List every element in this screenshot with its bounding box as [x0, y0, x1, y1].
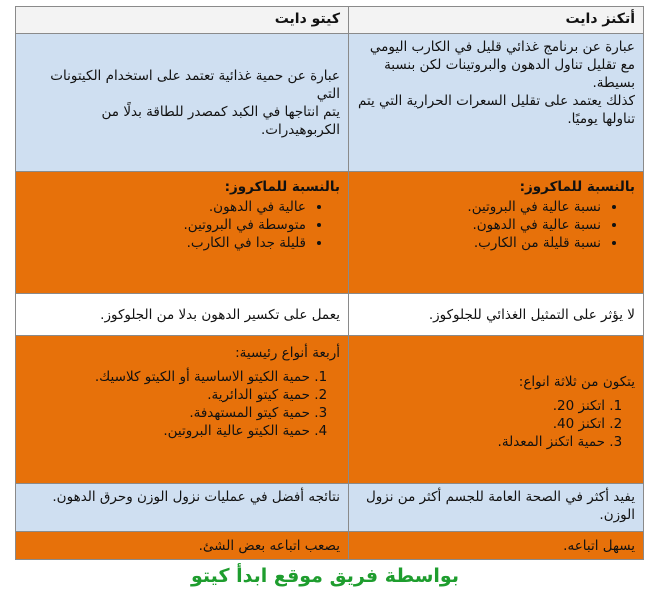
keto-macros-list — [24, 198, 340, 252]
atkins-types-intro: يتكون من ثلاثة انواع: — [518, 373, 635, 390]
keto-definition — [16, 34, 349, 172]
keto-ease: يصعب اتباعه بعض الشئ. — [16, 532, 349, 560]
keto-glucose: يعمل على تكسير الدهون بدلا من الجلوكوز. — [16, 294, 349, 336]
atkins-benefit: يفيد أكثر في الصحة العامة للجسم أكثر من نزول الوزن. — [349, 484, 644, 532]
keto-benefit: نتائجه أفضل في عمليات نزول الوزن وحرق الدهون. — [16, 484, 349, 532]
list-item: • متوسطة في البروتين. — [24, 216, 306, 234]
keto-def-line: عبارة عن حمية غذائية تعتمد على استخدام الكيتونات التي — [50, 67, 340, 102]
list-item: • نسبة عالية في البروتين. — [357, 198, 601, 216]
list-item: • نسبة قليلة من الكارب. — [357, 234, 601, 252]
list-item: 3. حمية كيتو المستهدفة. — [24, 404, 310, 422]
atkins-def-line: عبارة عن برنامج غذائي قليل في الكارب اليومي — [369, 39, 635, 55]
keto-macros — [16, 172, 349, 294]
atkins-glucose: لا يؤثر على التمثيل الغذائي للجلوكوز. — [349, 294, 644, 336]
atkins-ease: يسهل اتباعه. — [349, 532, 644, 560]
header-row — [16, 7, 644, 34]
header-keto: كيتو دايت — [16, 7, 349, 34]
types-row — [16, 336, 644, 484]
keto-types-intro: أربعة أنواع رئيسية: — [235, 345, 340, 361]
keto-def-line: يتم انتاجها في الكبد كمصدر للطاقة بدلًا من الكربوهيدرات. — [101, 103, 340, 138]
atkins-macros-label: بالنسبة للماكروز: — [519, 179, 635, 195]
list-item: 2. حمية كيتو الدائرية. — [24, 386, 310, 404]
comparison-table — [15, 6, 644, 560]
list-item: 3. حمية اتكنز المعدلة. — [357, 433, 605, 451]
atkins-def-line: كذلك يعتمد على تقليل السعرات الحرارية التي يتم تناولها يوميًا. — [357, 93, 635, 127]
list-item: 2. اتكنز 40. — [357, 415, 605, 433]
atkins-macros-list — [357, 198, 635, 252]
keto-types — [16, 336, 349, 484]
atkins-types-list — [357, 397, 635, 451]
list-item: • قليلة جدا في الكارب. — [24, 234, 306, 252]
list-item: 1. حمية الكيتو الاساسية أو الكيتو كلاسيك. — [24, 368, 310, 386]
atkins-macros — [349, 172, 644, 294]
list-item: 4. حمية الكيتو عالية البروتين. — [24, 422, 310, 440]
glucose-row — [16, 294, 644, 336]
ease-row — [16, 532, 644, 560]
list-item: 1. اتكنز 20. — [357, 397, 605, 415]
atkins-types — [349, 336, 644, 484]
benefit-row — [16, 484, 644, 532]
macros-row — [16, 172, 644, 294]
definition-row — [16, 34, 644, 172]
footer-credit: بواسطة فريق موقع ابدأ كيتو — [191, 565, 459, 587]
header-atkins: أتكنز دايت — [349, 7, 644, 34]
list-item: • نسبة عالية في الدهون. — [357, 216, 601, 234]
atkins-def-line: مع تقليل تناول الدهون والبروتينات لكن بنسبة بسيطة. — [384, 57, 635, 91]
keto-types-list — [24, 368, 340, 440]
keto-macros-label: بالنسبة للماكروز: — [224, 179, 340, 195]
list-item: • عالية في الدهون. — [24, 198, 306, 216]
atkins-definition — [349, 34, 644, 172]
